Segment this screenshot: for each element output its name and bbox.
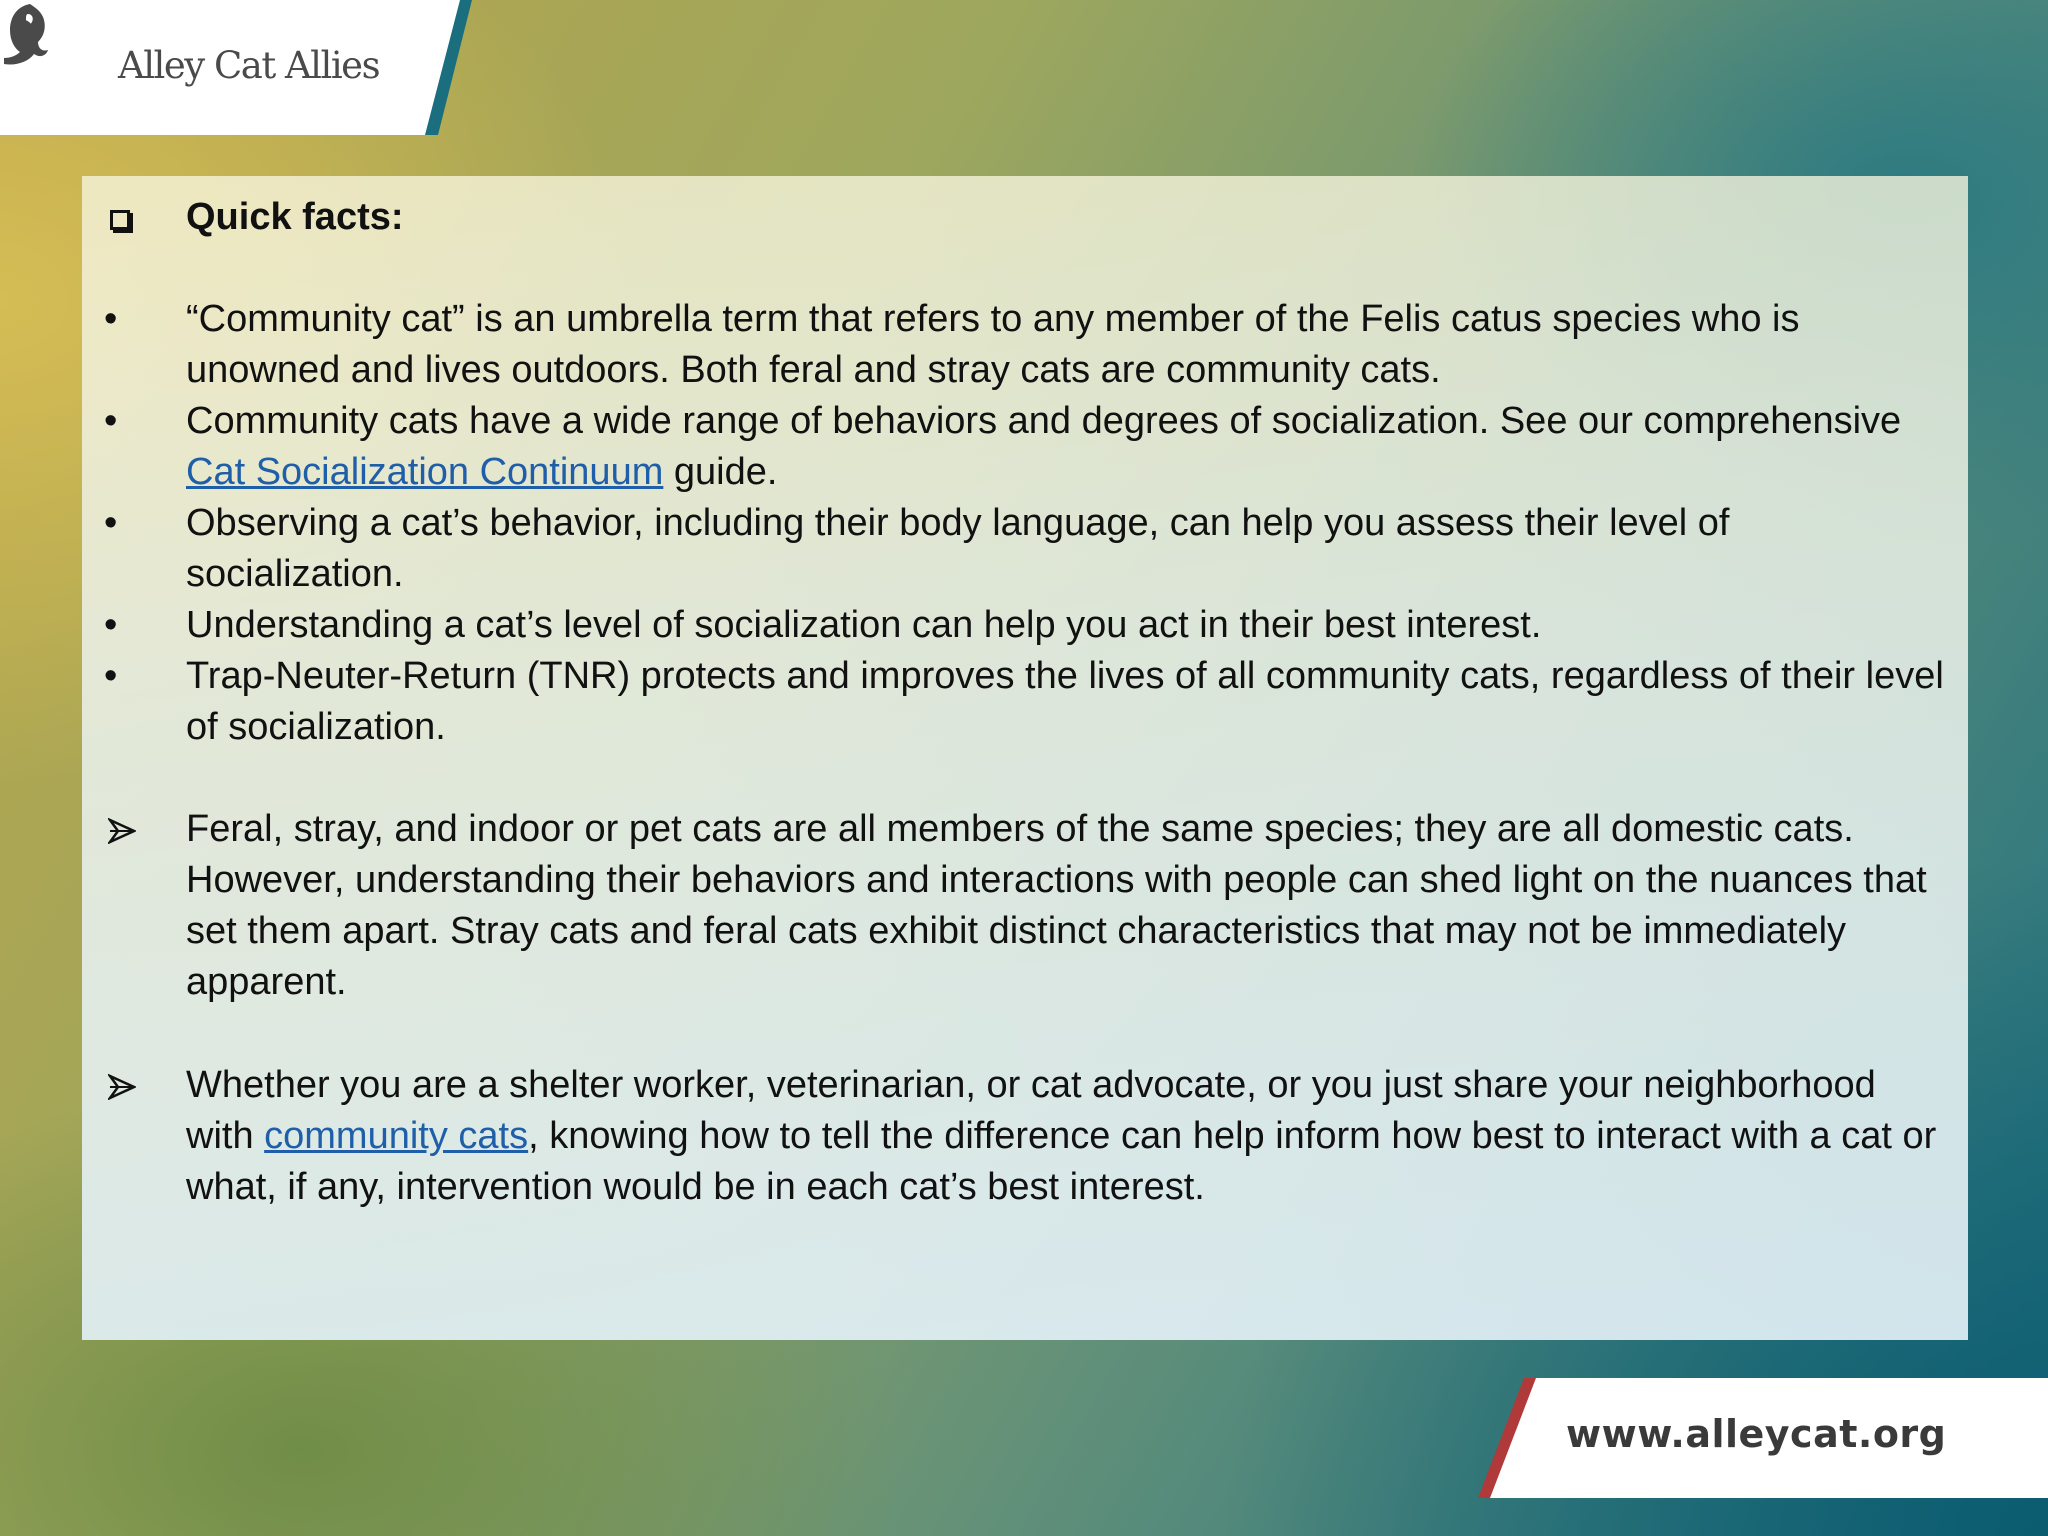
bullet-text: Understanding a cat’s level of socialization can help you act in their best interest. [186,604,1542,646]
arrow-bullet-icon [108,818,136,844]
bullet-text: Trap-Neuter-Return (TNR) protects and improves the lives of all community cats, regardless of their level of socialization. [186,655,1944,748]
community-cats-link[interactable]: community cats [264,1115,529,1157]
quick-facts-heading-row [82,192,1968,243]
arrow-bullet-icon [108,1074,136,1100]
bullet-text-part: Community cats have a wide range of behaviors and degrees of socialization. See our comprehensive [186,400,1902,442]
cat-silhouette-logo-icon [0,0,50,68]
bullet-text: “Community cat” is an umbrella term that refers to any member of the Felis catus species who is unowned and lives outdoors. Both feral and stray cats are community cats. [186,298,1800,391]
cat-socialization-continuum-link[interactable]: Cat Socialization Continuum [186,451,664,493]
website-url[interactable]: www.alleycat.org [1566,1412,1947,1456]
arrow-point-text-part: Whether you are a shelter worker, veterinarian, or cat advocate, or you just share your neighborhood with [186,1064,1876,1157]
content-panel [82,176,1968,1340]
arrow-point-text [186,1060,1952,1213]
bullet-marker: • [104,655,118,697]
bullet-marker: • [104,502,118,544]
bullet-text-part: guide. [663,451,778,493]
arrow-point-text-part: , knowing how to tell the difference can help inform how best to interact with a cat or what, if any, intervention would be in each cat’s best interest. [186,1115,1937,1208]
website-banner [1478,1378,2048,1498]
logo-banner [0,0,475,135]
checkbox-icon [110,210,130,230]
logo-wordmark: Alley Cat Allies [118,44,380,87]
bullet-marker: • [104,604,118,646]
bullet-marker: • [104,400,118,442]
bullet-marker: • [104,298,118,340]
quick-facts-heading: Quick facts: [186,196,404,238]
arrow-point-text: Feral, stray, and indoor or pet cats are all members of the same species; they are all domestic cats. However, understanding their behaviors and interactions with people can shed light on the nuances that set them apart. Stray cats and feral cats exhibit distinct characteristics that may not be immediately apparent. [186,808,1927,1003]
bullet-text: Observing a cat’s behavior, including their body language, can help you assess their level of socialization. [186,502,1730,595]
bullet-text [186,396,1952,498]
